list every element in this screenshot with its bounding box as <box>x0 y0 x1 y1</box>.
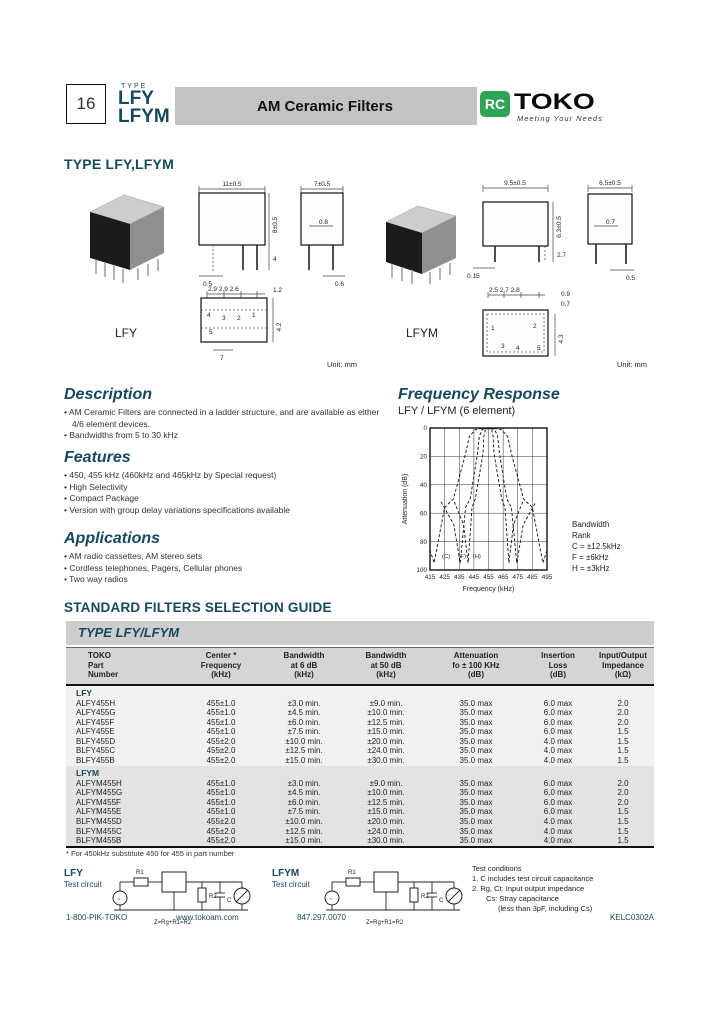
table-cell: 35.0 max <box>459 736 493 746</box>
svg-text:4: 4 <box>273 256 277 263</box>
table-cell: 2.0 <box>617 708 629 718</box>
table-cell: 455±2.0 <box>206 817 236 827</box>
svg-text:0.9: 0.9 <box>561 291 571 298</box>
table-cell: BLFYM455B <box>76 836 122 846</box>
list-item: • Bandwidths from 5 to 30 kHz <box>64 430 178 440</box>
table-row <box>66 727 654 737</box>
column-header: Center * Frequency (kHz) <box>200 651 242 679</box>
svg-text:C: C <box>227 898 232 904</box>
x-tick-label: 415 <box>424 574 436 581</box>
x-axis-label: Frequency (kHz) <box>462 586 515 593</box>
test-condition-line: (less than 3pF, including Cs) <box>498 904 593 913</box>
table-cell: ±15.0 min. <box>367 807 405 817</box>
y-tick-label: 0 <box>423 425 427 433</box>
legend-title-line: Rank <box>572 531 591 540</box>
svg-text:Z=Rg+R1=R2: Z=Rg+R1=R2 <box>366 920 404 926</box>
lfym-photo <box>378 196 466 294</box>
table-cell: 4.0 max <box>543 817 573 827</box>
table-row <box>66 798 654 808</box>
table-row <box>66 827 654 837</box>
svg-text:6.3±0.5: 6.3±0.5 <box>556 216 563 238</box>
legend-entries <box>572 541 621 574</box>
bandwidth-rank-legend <box>572 519 621 574</box>
toko-logo-mark-icon: RC <box>480 91 510 117</box>
column-header: Insertion Loss (dB) <box>541 651 575 679</box>
svg-text:4.2: 4.2 <box>276 322 283 332</box>
table-cell: ±30.0 min. <box>367 836 405 846</box>
table-cell: 1.5 <box>617 817 629 827</box>
frequency-response-heading: Frequency Response <box>398 386 560 403</box>
test-conditions <box>472 864 662 914</box>
table-cell: 1.5 <box>617 746 629 756</box>
table-cell: ±20.0 min. <box>367 736 405 746</box>
features-heading: Features <box>64 449 131 466</box>
table-section-label: LFYM <box>66 766 654 779</box>
svg-text:1: 1 <box>252 312 256 319</box>
footer-website[interactable]: www.tokoam.com <box>176 913 239 922</box>
y-axis-label: Attenuation (dB) <box>402 473 409 525</box>
table-cell: 455±1.0 <box>206 807 236 817</box>
svg-text:3: 3 <box>501 343 505 350</box>
x-tick-label: 445 <box>468 574 480 581</box>
table-cell: 455±2.0 <box>206 746 236 756</box>
table-cell: 35.0 max <box>459 727 493 737</box>
table-cell: 1.5 <box>617 756 629 766</box>
table-cell: BLFY455D <box>76 736 116 746</box>
table-cell: 455±2.0 <box>206 756 236 766</box>
table-cell: ±12.5 min. <box>367 717 405 727</box>
y-tick-label: 100 <box>416 567 427 575</box>
table-cell: BLFYM455C <box>76 826 122 836</box>
page-number-box <box>66 84 106 124</box>
list-item: • Version with group delay variations specifications available <box>64 504 290 515</box>
table-cell: 6.0 max <box>543 778 573 788</box>
footer-doc-id: KELC0302A <box>609 913 654 922</box>
table-cell: 35.0 max <box>459 698 493 708</box>
x-tick-label: 485 <box>527 574 538 581</box>
table-cell: 35.0 max <box>459 826 493 836</box>
y-tick-label: 20 <box>419 453 427 461</box>
table-cell: 35.0 max <box>459 807 493 817</box>
table-cell: ±30.0 min. <box>367 756 405 766</box>
table-cell: 6.0 max <box>543 698 573 708</box>
table-row <box>66 746 654 756</box>
table-cell: 6.0 max <box>543 717 573 727</box>
table-row <box>66 708 654 718</box>
table-cell: ±4.5 min. <box>287 708 321 718</box>
column-header: TOKO Part Number <box>88 651 119 679</box>
svg-text:4: 4 <box>207 312 211 319</box>
lfym-bottom-view <box>463 284 603 370</box>
lfym-front-view <box>463 176 581 294</box>
test-condition-line: 2. Rg, Ct: Input output impedance <box>472 884 585 893</box>
test-condition-line: 1. C includes test circuit capacitance <box>472 874 594 883</box>
footer-phone: 1-800-PIK-TOKO <box>66 913 128 922</box>
table-cell: ±9.0 min. <box>369 778 403 788</box>
svg-text:2: 2 <box>533 323 537 330</box>
table-cell: ALFYM455G <box>76 788 123 798</box>
table-row <box>66 807 654 817</box>
table-cell: ±12.5 min. <box>285 746 323 756</box>
lfym-unit-note: Unit: mm <box>617 360 647 369</box>
list-item: • Two way radios <box>64 574 128 584</box>
svg-text:C: C <box>439 898 444 904</box>
table-cell: ALFYM455F <box>76 797 121 807</box>
lfym-photo-label: LFYM <box>405 326 438 340</box>
table-cell: 35.0 max <box>459 708 493 718</box>
svg-text:0.6: 0.6 <box>335 281 345 288</box>
toko-logo <box>477 87 632 125</box>
table-cell: ALFYM455E <box>76 807 122 817</box>
list-item: • 450, 455 kHz (460kHz and 465kHz by Special request) <box>64 470 277 480</box>
page-title: AM Ceramic Filters <box>257 98 393 115</box>
svg-text:4: 4 <box>516 345 520 352</box>
svg-text:R2: R2 <box>421 894 429 900</box>
table-cell: 455±1.0 <box>206 717 236 727</box>
table-cell: 35.0 max <box>459 788 493 798</box>
svg-text:5: 5 <box>537 345 541 352</box>
table-row <box>66 779 654 789</box>
x-tick-label: 465 <box>497 574 509 581</box>
svg-text:7±0.5: 7±0.5 <box>313 181 331 188</box>
table-cell: 1.5 <box>617 826 629 836</box>
table-body <box>66 686 654 846</box>
table-cell: ±6.0 min. <box>287 717 321 727</box>
y-tick-label: 40 <box>419 482 427 489</box>
features-list <box>64 470 394 516</box>
footer-phone2: 847.297.0070 <box>297 913 346 922</box>
x-tick-label: 435 <box>453 574 465 581</box>
table-cell: ALFY455E <box>76 727 115 737</box>
table-cell: 455±2.0 <box>206 736 236 746</box>
table-cell: ±4.5 min. <box>287 788 321 798</box>
page-number: 16 <box>76 94 96 113</box>
table-cell: 455±1.0 <box>206 708 236 718</box>
toko-logo-tagline: Meeting Your Needs <box>517 114 603 123</box>
table-cell: 455±2.0 <box>206 826 236 836</box>
table-cell: 1.5 <box>617 736 629 746</box>
table-cell: 2.0 <box>617 698 629 708</box>
table-cell: ALFY455G <box>76 708 116 718</box>
table-cell: ±9.0 min. <box>369 698 403 708</box>
table-cell: ALFY455H <box>76 698 116 708</box>
table-cell: ±15.0 min. <box>367 727 405 737</box>
list-item: H = ±3kHz <box>572 564 610 573</box>
lfym-test-circuit-label: LFYM <box>272 868 300 879</box>
curve-label: (C) <box>442 554 451 560</box>
table-cell: 6.0 max <box>543 797 573 807</box>
table-cell: ±10.0 min. <box>367 708 405 718</box>
table-cell: ±10.0 min. <box>285 736 323 746</box>
table-cell: 35.0 max <box>459 797 493 807</box>
svg-text:5: 5 <box>209 329 213 336</box>
list-item: F = ±6kHz <box>572 553 609 562</box>
table-cell: ±6.0 min. <box>287 797 321 807</box>
list-item: • AM radio cassettes, AM stereo sets <box>64 551 203 561</box>
table-row <box>66 756 654 766</box>
table-cell: ±10.0 min. <box>367 788 405 798</box>
y-tick-label: 80 <box>419 538 427 546</box>
table-cell: 1.5 <box>617 727 629 737</box>
curve-label: (F) <box>458 554 466 560</box>
table-cell: 455±1.0 <box>206 727 236 737</box>
table-cell: ±12.5 min. <box>367 797 405 807</box>
svg-text:~: ~ <box>329 897 333 903</box>
applications-heading: Applications <box>64 530 161 547</box>
type-label: TYPE <box>121 83 148 90</box>
table-header-row <box>66 647 654 686</box>
y-tick-label: 60 <box>419 510 427 518</box>
title-bar <box>175 87 632 125</box>
lfy-photo-label: LFY <box>114 326 137 340</box>
list-item: • Cordless telephones, Pagers, Cellular phones <box>64 562 243 573</box>
table-cell: 1.5 <box>617 836 629 846</box>
table-cell: ±7.5 min. <box>287 807 321 817</box>
table-cell: 455±2.0 <box>206 836 236 846</box>
svg-text:7: 7 <box>220 355 224 362</box>
table-cell: ±20.0 min. <box>367 817 405 827</box>
lfym-test-circuit-sublabel: Test circuit <box>272 880 310 889</box>
description-list <box>64 407 382 442</box>
svg-text:11±0.5: 11±0.5 <box>222 181 242 188</box>
svg-text:9.5±0.5: 9.5±0.5 <box>504 180 526 187</box>
svg-text:R1: R1 <box>348 870 356 876</box>
svg-text:Z=Rg+R1=R2: Z=Rg+R1=R2 <box>154 920 192 926</box>
table-cell: BLFYM455D <box>76 817 122 827</box>
applications-list <box>64 551 394 586</box>
table-row <box>66 817 654 827</box>
table-cell: BLFY455B <box>76 756 115 766</box>
table-cell: 455±1.0 <box>206 788 236 798</box>
table-cell: 6.0 max <box>543 727 573 737</box>
table-cell: 35.0 max <box>459 778 493 788</box>
table-row <box>66 737 654 747</box>
table-cell: ±10.0 min. <box>285 817 323 827</box>
lfy-bottom-view <box>193 284 358 368</box>
column-header: Bandwidth at 50 dB (kHz) <box>365 651 407 679</box>
table-cell: ±15.0 min. <box>285 756 323 766</box>
table-cell: ALFYM455H <box>76 778 122 788</box>
table-footnote: * For 450kHz substitute 450 for 455 in part number <box>66 849 235 858</box>
svg-text:2.9 2.9 2.6: 2.9 2.9 2.6 <box>208 286 239 293</box>
table-cell: 455±1.0 <box>206 797 236 807</box>
table-cell: ±7.5 min. <box>287 727 321 737</box>
legend-title-line: Bandwidth <box>572 520 610 529</box>
table-cell: ±24.0 min. <box>367 746 405 756</box>
table-row <box>66 836 654 846</box>
table-row <box>66 718 654 728</box>
table-row <box>66 699 654 709</box>
table-cell: 455±1.0 <box>206 778 236 788</box>
svg-text:0.15: 0.15 <box>467 273 480 280</box>
list-item: • AM Ceramic Filters are connected in a ladder structure, and are available as either 4/6 element devices. <box>64 407 380 429</box>
table-cell: 455±1.0 <box>206 698 236 708</box>
table-row <box>66 788 654 798</box>
table-cell: 6.0 max <box>543 807 573 817</box>
test-condition-line: Cs: Stray capacitance <box>486 894 559 903</box>
table-title: TYPE LFY/LFYM <box>66 621 654 645</box>
frequency-response-chart <box>398 420 665 596</box>
list-item: • Compact Package <box>64 493 139 503</box>
lfy-test-circuit-label: LFY <box>64 868 83 879</box>
table-cell: 1.5 <box>617 807 629 817</box>
table-cell: 2.0 <box>617 797 629 807</box>
svg-text:0.7: 0.7 <box>606 219 616 226</box>
table-cell: 4.0 max <box>543 756 573 766</box>
column-header: Input/Output Impedance (kΩ) <box>599 651 647 679</box>
svg-text:2.7: 2.7 <box>557 252 567 259</box>
frequency-response-subtitle: LFY / LFYM (6 element) <box>398 405 516 417</box>
type-section-heading: TYPE LFY,LFYM <box>64 156 174 172</box>
table-cell: ±24.0 min. <box>367 826 405 836</box>
table-cell: 35.0 max <box>459 746 493 756</box>
table-cell: 2.0 <box>617 778 629 788</box>
table-cell: 4.0 max <box>543 826 573 836</box>
table-cell: ±12.5 min. <box>285 826 323 836</box>
svg-text:0.5: 0.5 <box>626 275 636 282</box>
curve-label: (H) <box>472 554 481 560</box>
x-tick-label: 425 <box>439 574 450 581</box>
table-section-label: LFY <box>66 686 654 699</box>
svg-text:0.5: 0.5 <box>203 281 213 288</box>
series-name-lfym: LFYM <box>118 106 170 127</box>
list-item: C = ±12.5kHz <box>572 542 621 551</box>
lfy-test-circuit-sublabel: Test circuit <box>64 880 102 889</box>
x-tick-label: 455 <box>483 574 494 581</box>
x-tick-label: 495 <box>541 574 553 581</box>
svg-text:~: ~ <box>117 897 121 903</box>
table-cell: 35.0 max <box>459 817 493 827</box>
column-header: Bandwidth at 6 dB (kHz) <box>283 651 325 679</box>
filters-table <box>66 621 654 848</box>
test-conditions-title: Test conditions <box>472 864 522 873</box>
table-cell: BLFY455C <box>76 746 116 756</box>
column-header: Attenuation fo ± 100 KHz (dB) <box>452 651 500 679</box>
lfy-unit-note: Unit: mm <box>327 360 357 369</box>
series-name-lfy: LFY <box>118 88 154 109</box>
svg-text:R2: R2 <box>209 894 217 900</box>
table-cell: 4.0 max <box>543 746 573 756</box>
list-item: • High Selectivity <box>64 481 128 492</box>
table-cell: 35.0 max <box>459 756 493 766</box>
table-cell: ±3.0 min. <box>287 698 321 708</box>
lfy-photo <box>80 188 172 292</box>
svg-text:6.5±0.5: 6.5±0.5 <box>599 180 621 187</box>
selection-guide-heading: STANDARD FILTERS SELECTION GUIDE <box>64 600 332 615</box>
table-cell: 4.0 max <box>543 736 573 746</box>
table-cell: 2.0 <box>617 788 629 798</box>
table-cell: 35.0 max <box>459 836 493 846</box>
svg-text:0.8: 0.8 <box>319 219 329 226</box>
svg-text:3: 3 <box>222 315 226 322</box>
table-cell: ±15.0 min. <box>285 836 323 846</box>
table-cell: 2.0 <box>617 717 629 727</box>
svg-text:2.5 2.7 2.8: 2.5 2.7 2.8 <box>489 287 520 294</box>
table-cell: 6.0 max <box>543 708 573 718</box>
series-block <box>118 83 170 126</box>
svg-text:R1: R1 <box>136 870 144 876</box>
table-cell: 4.0 max <box>543 836 573 846</box>
svg-text:8±0.5: 8±0.5 <box>272 216 279 234</box>
table-cell: 6.0 max <box>543 788 573 798</box>
svg-text:1.2: 1.2 <box>273 287 283 294</box>
table-cell: 35.0 max <box>459 717 493 727</box>
table-cell: ALFY455F <box>76 717 115 727</box>
lfym-side-view <box>580 176 646 294</box>
toko-logo-text: TOKO <box>514 89 595 114</box>
svg-text:2: 2 <box>237 315 241 322</box>
table-cell: ±3.0 min. <box>287 778 321 788</box>
svg-text:4.3: 4.3 <box>558 334 565 344</box>
svg-text:0.7: 0.7 <box>561 301 571 308</box>
x-tick-label: 475 <box>512 574 524 581</box>
description-heading: Description <box>64 386 153 403</box>
svg-text:1: 1 <box>491 325 495 332</box>
